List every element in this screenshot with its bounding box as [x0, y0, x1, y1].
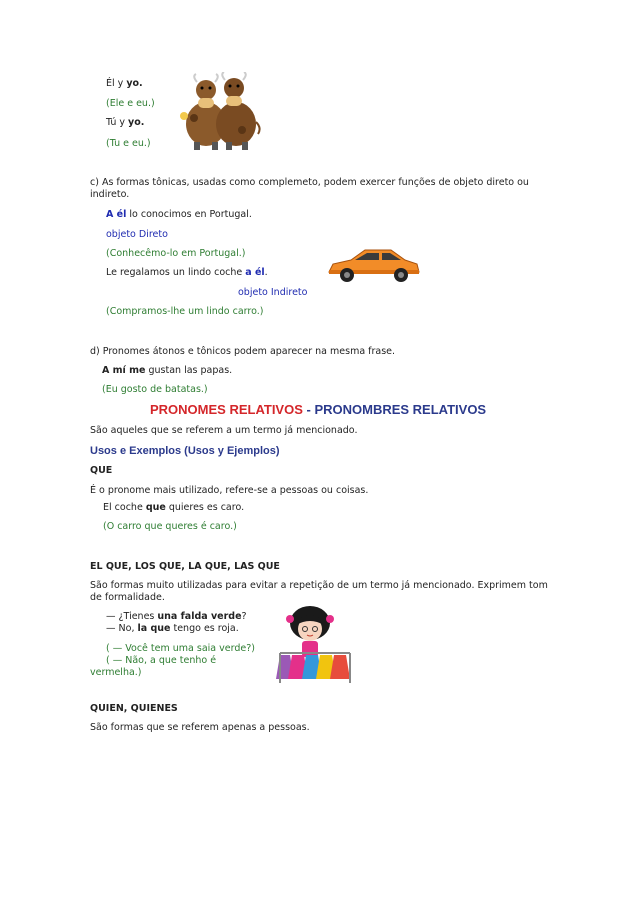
example-line: Le regalamos un lindo coche a él.	[106, 267, 268, 278]
section-title: PRONOMES RELATIVOS - PRONOMBRES RELATIVOS	[150, 402, 487, 417]
paragraph: indireto.	[90, 189, 130, 200]
girl-shopping-icon	[270, 605, 358, 683]
example-line: — ¿Tienes una falda verde?	[106, 611, 247, 622]
grammar-label: objeto Direto	[106, 229, 168, 240]
example-translation: vermelha.)	[90, 667, 142, 678]
example-translation: (Tu e eu.)	[106, 138, 151, 149]
paragraph: d) Pronomes átonos e tônicos podem aparecer na mesma frase.	[90, 346, 396, 357]
example-line: A mí me gustan las papas.	[102, 365, 233, 376]
paragraph: de formalidade.	[90, 592, 165, 603]
cow-couple-icon	[180, 72, 262, 152]
example-translation: (Compramos-lhe um lindo carro.)	[106, 306, 264, 317]
example-line: El coche que quieres es caro.	[103, 502, 245, 513]
paragraph: São formas muito utilizadas para evitar a repetição de um termo já mencionado. Exprimem tom	[90, 580, 548, 591]
example-translation: (Eu gosto de batatas.)	[102, 384, 208, 395]
grammar-label: objeto Indireto	[238, 287, 308, 298]
example-translation: (Ele e eu.)	[106, 98, 155, 109]
orange-car-icon	[325, 244, 421, 284]
example-line: — No, la que tengo es roja.	[106, 623, 239, 634]
paragraph: c) As formas tônicas, usadas como complemeto, podem exercer funções de objeto direto ou	[90, 177, 529, 188]
example-line: Tú y yo.	[106, 117, 145, 128]
example-translation: (O carro que queres é caro.)	[103, 521, 237, 532]
example-translation: ( — Não, a que tenho é	[106, 655, 217, 666]
example-translation: ( — Você tem uma saia verde?)	[106, 643, 255, 654]
subheading: QUIEN, QUIENES	[90, 703, 178, 714]
subheading: QUE	[90, 465, 113, 476]
paragraph: É o pronome mais utilizado, refere-se a pessoas ou coisas.	[90, 485, 369, 496]
example-line: A él lo conocimos en Portugal.	[106, 209, 252, 220]
subheading: EL QUE, LOS QUE, LA QUE, LAS QUE	[90, 561, 280, 572]
paragraph: São aqueles que se referem a um termo já mencionado.	[90, 425, 358, 436]
paragraph: São formas que se referem apenas a pessoas.	[90, 722, 310, 733]
subheading: Usos e Exemplos (Usos y Ejemplos)	[90, 445, 280, 457]
example-translation: (Conhecêmo-lo em Portugal.)	[106, 248, 246, 259]
example-line: Él y yo.	[106, 78, 143, 89]
